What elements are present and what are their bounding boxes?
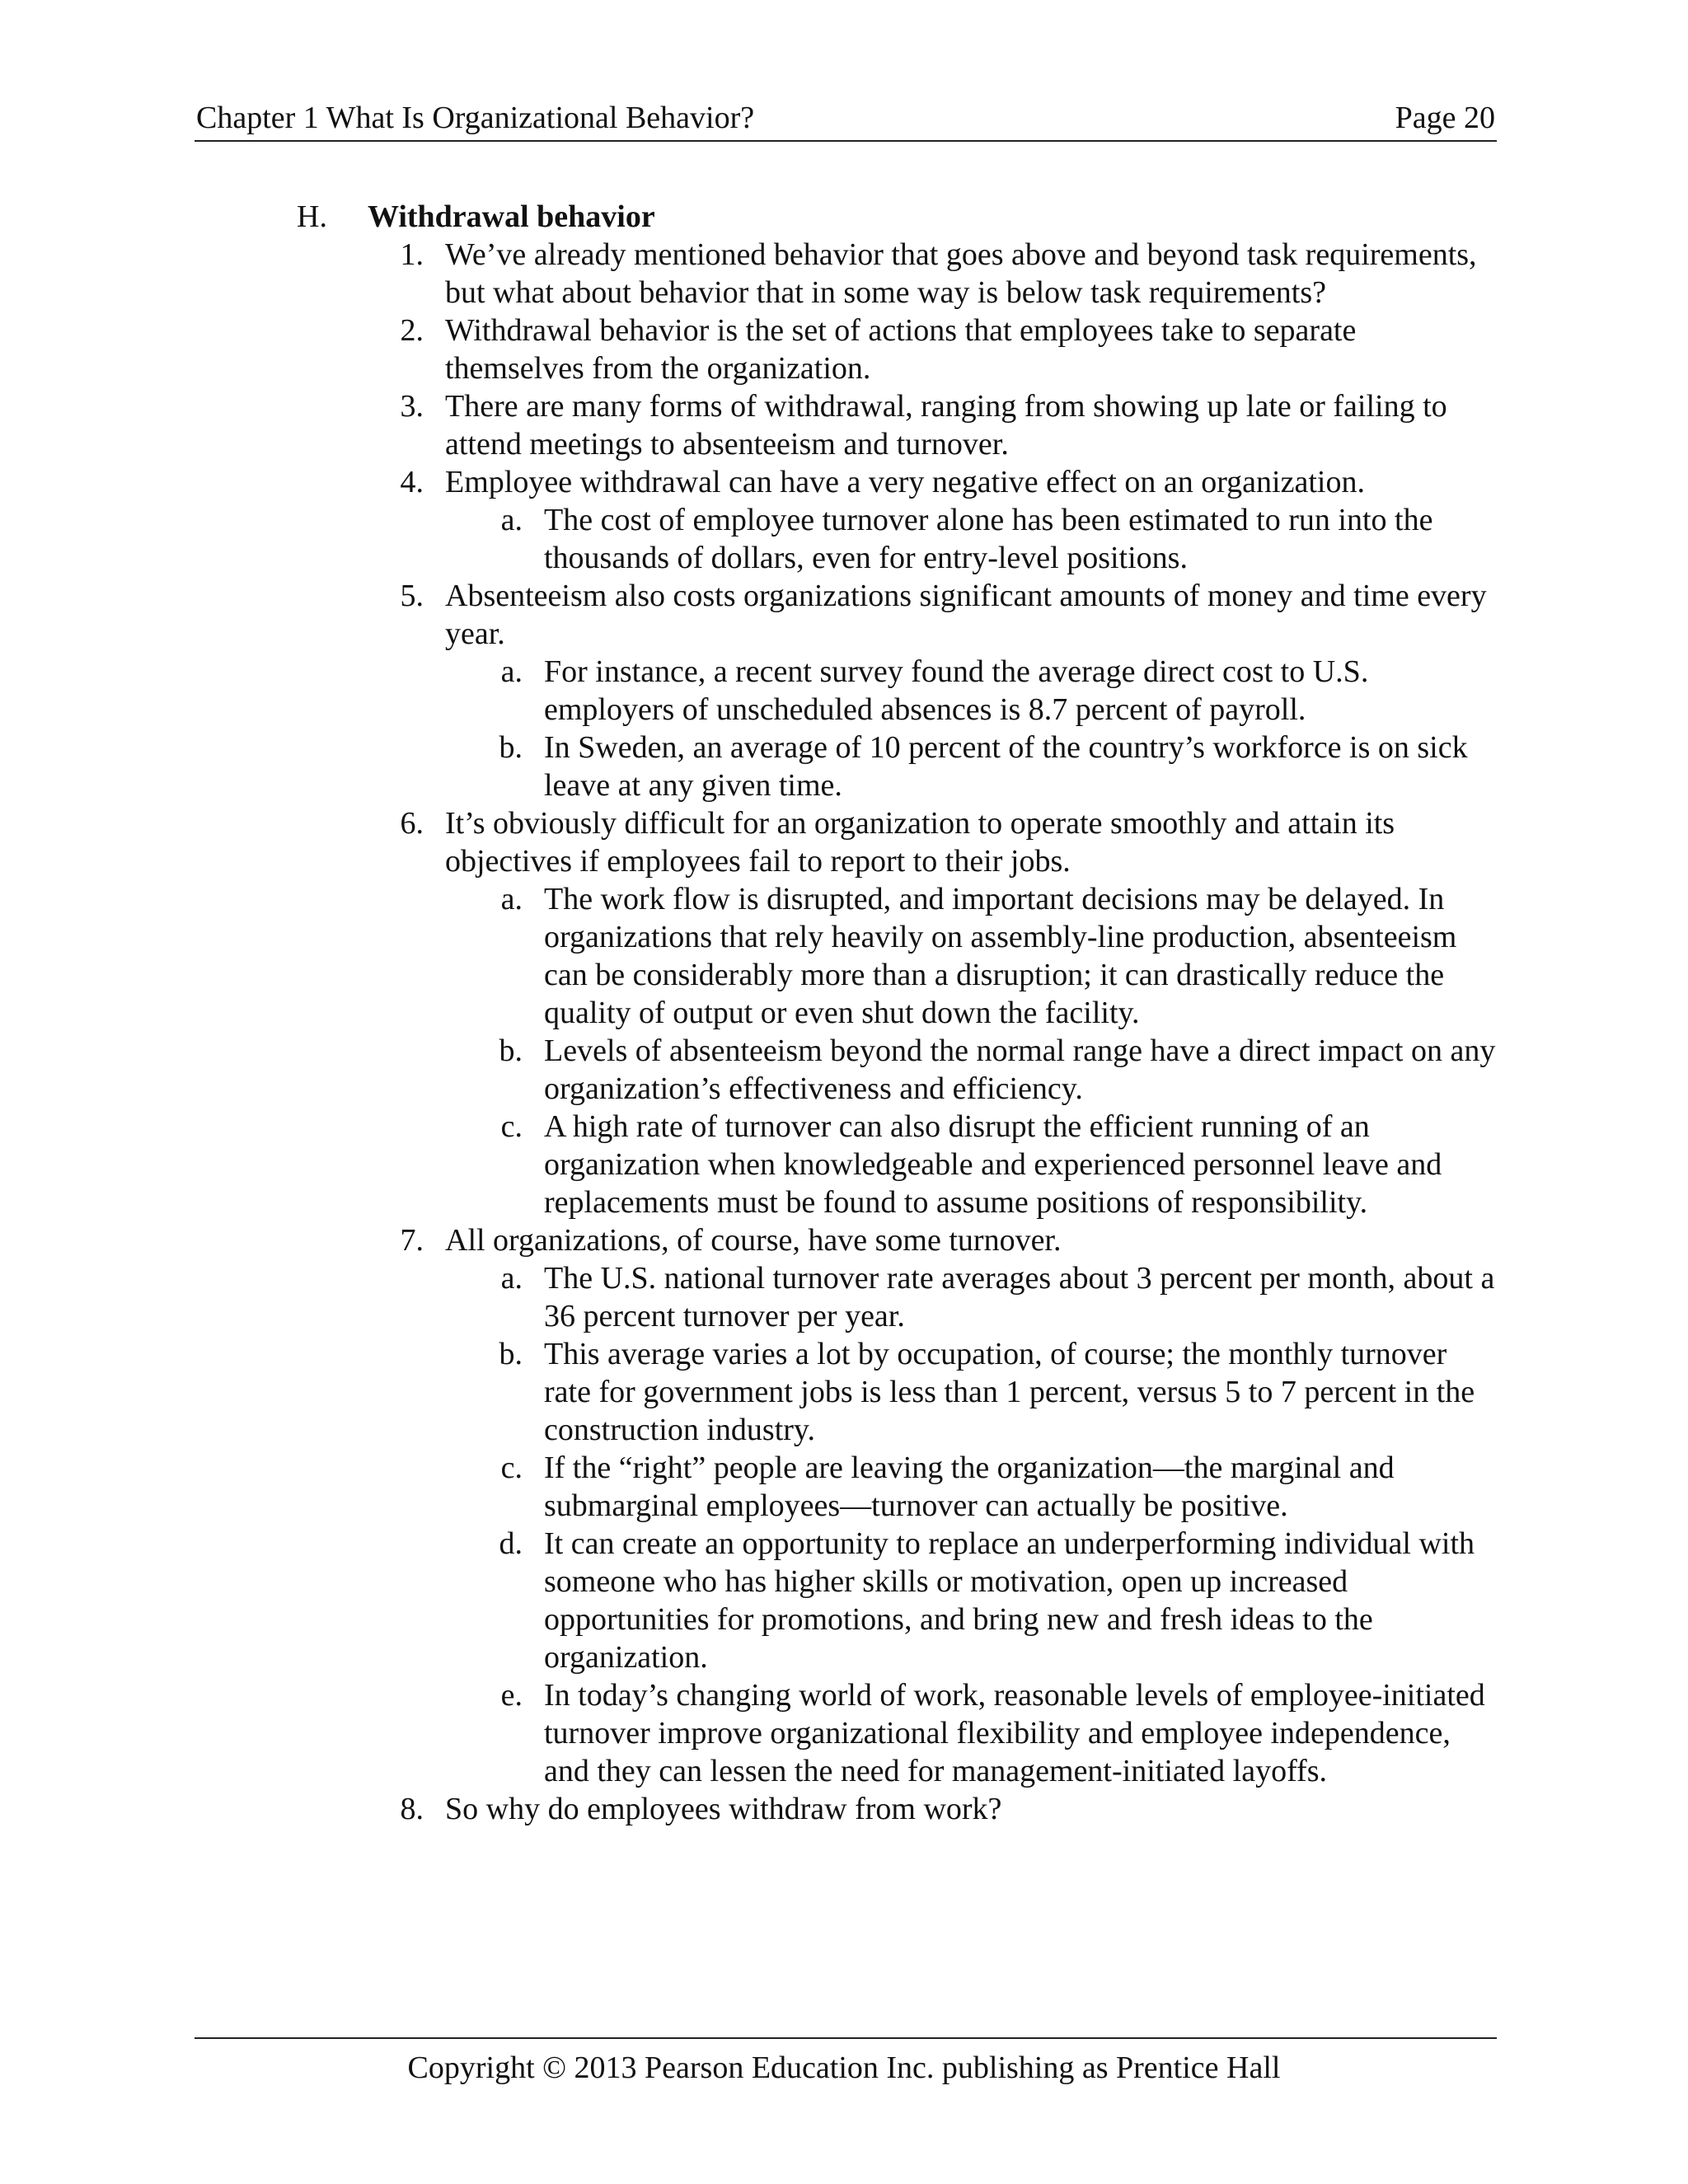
sub-list-item-text: For instance, a recent survey found the average direct cost to U.S. employers of unscheduled absences is 8.7 percent of payroll. [544, 654, 1369, 727]
list-item [0, 804, 1688, 880]
list-item [0, 463, 1688, 501]
sub-list-item [0, 1525, 1688, 1676]
sub-list-item-text: In today’s changing world of work, reasonable levels of employee-initiated turnover improve organizational flexibility and employee independence, and they can lessen the need for management-initiated layoffs. [544, 1678, 1485, 1788]
page-number: Page 20 [1395, 101, 1495, 135]
sub-list-item-text: Levels of absenteeism beyond the normal range have a direct impact on any organization’s effectiveness and efficiency. [544, 1033, 1496, 1106]
list-item [0, 236, 1688, 312]
sub-list-item-text: In Sweden, an average of 10 percent of the country’s workforce is on sick leave at any given time. [544, 730, 1468, 803]
page-header [195, 96, 1497, 142]
sub-list-item-text: The cost of employee turnover alone has been estimated to run into the thousands of dollars, even for entry-level positions. [544, 503, 1433, 575]
list-item-number: 7. [400, 1223, 424, 1258]
sub-list-item [0, 1108, 1688, 1221]
list-item-number: 6. [400, 806, 424, 841]
sub-list-item [0, 1032, 1688, 1108]
copyright-footer: Copyright © 2013 Pearson Education Inc. publishing as Prentice Hall [407, 2050, 1281, 2085]
list-item-number: 1. [400, 237, 424, 272]
sub-list-item [0, 1259, 1688, 1335]
sub-list-item-text: The U.S. national turnover rate averages about 3 percent per month, about a 36 percent turnover per year. [544, 1261, 1495, 1333]
sub-list-item-letter: b. [499, 1337, 523, 1371]
list-item [0, 387, 1688, 463]
section-withdrawal-behavior [0, 198, 1688, 1828]
sub-list-item-letter: d. [499, 1526, 523, 1561]
sub-list-item-letter: c. [500, 1109, 523, 1144]
list-item-text: Withdrawal behavior is the set of actions that employees take to separate themselves from the organization. [445, 313, 1357, 386]
outline-list [0, 236, 1688, 1828]
sub-list-item [0, 1335, 1688, 1449]
list-item-text: Employee withdrawal can have a very negative effect on an organization. [445, 465, 1365, 499]
list-item [0, 1221, 1688, 1259]
sub-list-item-text: A high rate of turnover can also disrupt the efficient running of an organization when knowledgeable and experienced personnel leave and replacements must be found to assume positions of responsibility. [544, 1109, 1442, 1220]
sub-list-item-text: If the “right” people are leaving the organization—the marginal and submarginal employees—turnover can actually be positive. [544, 1451, 1395, 1523]
list-item-text: We’ve already mentioned behavior that goes above and beyond task requirements, but what about behavior that in some way is below task requirements? [445, 237, 1477, 310]
list-item-text: Absenteeism also costs organizations significant amounts of money and time every year. [445, 579, 1487, 651]
section-title: Withdrawal behavior [368, 199, 655, 234]
list-item [0, 312, 1688, 387]
sub-list-item-letter: b. [499, 730, 523, 765]
sub-list-item [0, 880, 1688, 1032]
list-item-number: 5. [400, 579, 424, 613]
sub-list-item-letter: e. [500, 1678, 523, 1713]
sub-list-item-text: It can create an opportunity to replace an underperforming individual with someone who has higher skills or motivation, open up increased opportunities for promotions, and bring new and fresh ideas to the organization. [544, 1526, 1475, 1675]
sub-list-item-letter: a. [500, 1261, 523, 1296]
sub-list-item-text: The work flow is disrupted, and important decisions may be delayed. In organizations that rely heavily on assembly-line production, absenteeism can be considerably more than a disruption; it can drastically reduce the quality of output or even shut down the facility. [544, 882, 1457, 1030]
sub-list-item [0, 653, 1688, 729]
list-item [0, 1790, 1688, 1828]
footer-rule [195, 2037, 1497, 2039]
list-item [0, 577, 1688, 653]
list-item-text: So why do employees withdraw from work? [445, 1792, 1002, 1826]
sub-list-item-letter: a. [500, 503, 523, 537]
list-item-number: 8. [400, 1792, 424, 1826]
sub-list-item [0, 501, 1688, 577]
sub-list-item-letter: a. [500, 654, 523, 689]
sub-list-item [0, 729, 1688, 804]
sub-list-item-letter: b. [499, 1033, 523, 1068]
sub-list-item-letter: a. [500, 882, 523, 916]
list-item-number: 4. [400, 465, 424, 499]
sub-list-item [0, 1676, 1688, 1790]
sub-list-item-letter: c. [500, 1451, 523, 1485]
chapter-title: Chapter 1 What Is Organizational Behavior? [196, 101, 755, 135]
list-item-text: All organizations, of course, have some turnover. [445, 1223, 1062, 1258]
list-item-number: 3. [400, 389, 424, 424]
section-heading [0, 198, 1688, 236]
list-item-text: It’s obviously difficult for an organization to operate smoothly and attain its objectives if employees fail to report to their jobs. [445, 806, 1395, 879]
list-item-number: 2. [400, 313, 424, 348]
sub-list-item-text: This average varies a lot by occupation, of course; the monthly turnover rate for government jobs is less than 1 percent, versus 5 to 7 percent in the construction industry. [544, 1337, 1475, 1447]
list-item-text: There are many forms of withdrawal, ranging from showing up late or failing to attend meetings to absenteeism and turnover. [445, 389, 1447, 462]
section-letter: H. [297, 199, 327, 234]
sub-list-item [0, 1449, 1688, 1525]
